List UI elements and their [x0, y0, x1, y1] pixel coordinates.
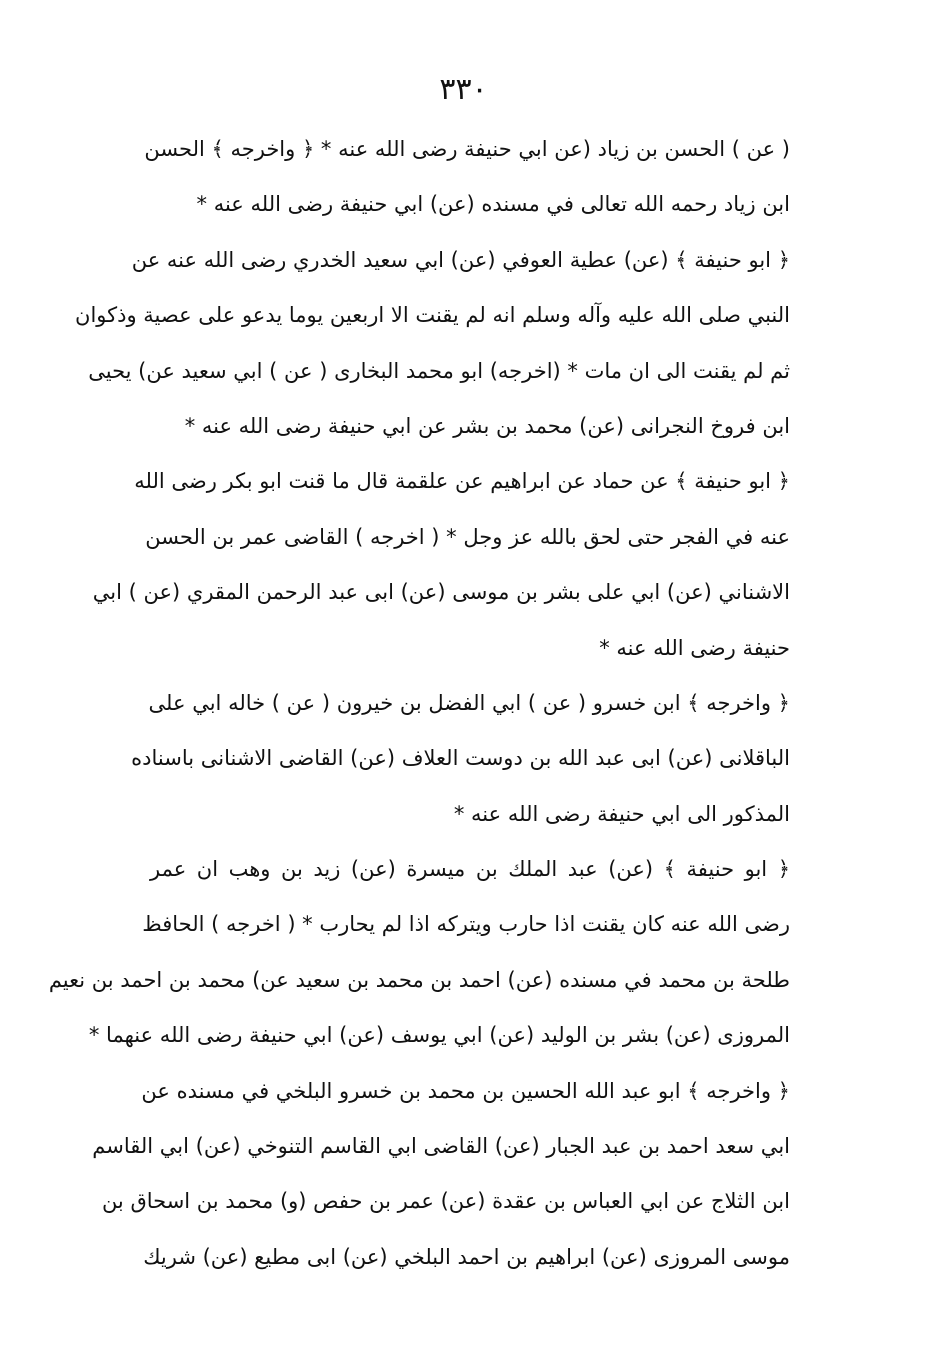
text-line: ثم لم يقنت الى ان مات * (اخرجه) ابو محمد البخارى ( عن ) ابي سعيد عن) يحيى: [88, 358, 790, 383]
text-line: ﴿ واخرجه ﴾ ابو عبد الله الحسين بن محمد بن خسرو البلخي في مسنده عن: [141, 1078, 790, 1103]
text-line: المذكور الى ابي حنيفة رضى الله عنه *: [453, 801, 790, 826]
text-line: ﴿ واخرجه ﴾ ابن خسرو ( عن ) ابي الفضل بن خيرون ( عن ) خاله ابي على: [148, 690, 790, 715]
text-line: ابن زياد رحمه الله تعالى في مسنده (عن) ابي حنيفة رضى الله عنه *: [196, 192, 790, 217]
body-text: [48, 122, 790, 1269]
text-line: ابن فروخ النجرانى (عن) محمد بن بشر عن ابي حنيفة رضى الله عنه *: [184, 413, 790, 438]
text-line: الباقلانى (عن) ابى عبد الله بن دوست العلاف (عن) القاضى الاشنانى باسناده: [131, 746, 790, 771]
text-line: النبي صلى الله عليه وآله وسلم انه لم يقنت الا اربعين يوما يدعو على عصية وذكوان: [75, 303, 790, 328]
text-line: الاشناني (عن) ابي على بشر بن موسى (عن) ابى عبد الرحمن المقري (عن ) ابي: [92, 580, 790, 605]
text-line: عنه في الفجر حتى لحق بالله عز وجل * ( اخرجه ) القاضى عمر بن الحسن: [145, 524, 790, 549]
text-line: طلحة بن محمد في مسنده (عن) احمد بن محمد بن سعيد عن) محمد بن احمد بن نعيم: [48, 967, 790, 992]
text-line: المروزى (عن) بشر بن الوليد (عن) ابي يوسف (عن) ابي حنيفة رضى الله عنهما *: [88, 1023, 790, 1048]
text-line: حنيفة رضى الله عنه *: [599, 635, 790, 660]
text-line: ﴿ ابو حنيفة ﴾ (عن) عبد الملك بن ميسرة (عن) زيد بن وهب ان عمر: [150, 857, 790, 882]
text-line: ابي سعد احمد بن عبد الجبار (عن) القاضى ابي القاسم التنوخي (عن) ابي القاسم: [92, 1134, 790, 1159]
text-line: ﴿ ابو حنيفة ﴾ عن حماد عن ابراهيم عن علقمة قال ما قنت ابو بكر رضى الله: [134, 469, 790, 494]
text-line: موسى المروزى (عن) ابراهيم بن احمد البلخي (عن) ابى مطيع (عن) شريك: [143, 1244, 790, 1269]
text-line: رضى الله عنه كان يقنت اذا حارب ويتركه اذا لم يحارب * ( اخرجه ) الحافظ: [142, 912, 790, 937]
text-line: ( عن ) الحسن بن زياد (عن ابي حنيفة رضى الله عنه * ﴿ واخرجه ﴾ الحسن: [144, 137, 790, 161]
text-line: ابن الثلاج عن ابي العباس بن عقدة (عن) عمر بن حفص (و) محمد بن اسحاق بن: [101, 1189, 790, 1214]
page-number: ۳۳۰: [439, 72, 488, 107]
text-line: ﴿ ابو حنيفة ﴾ (عن) عطية العوفي (عن) ابي سعيد الخدري رضى الله عنه عن: [131, 247, 790, 272]
